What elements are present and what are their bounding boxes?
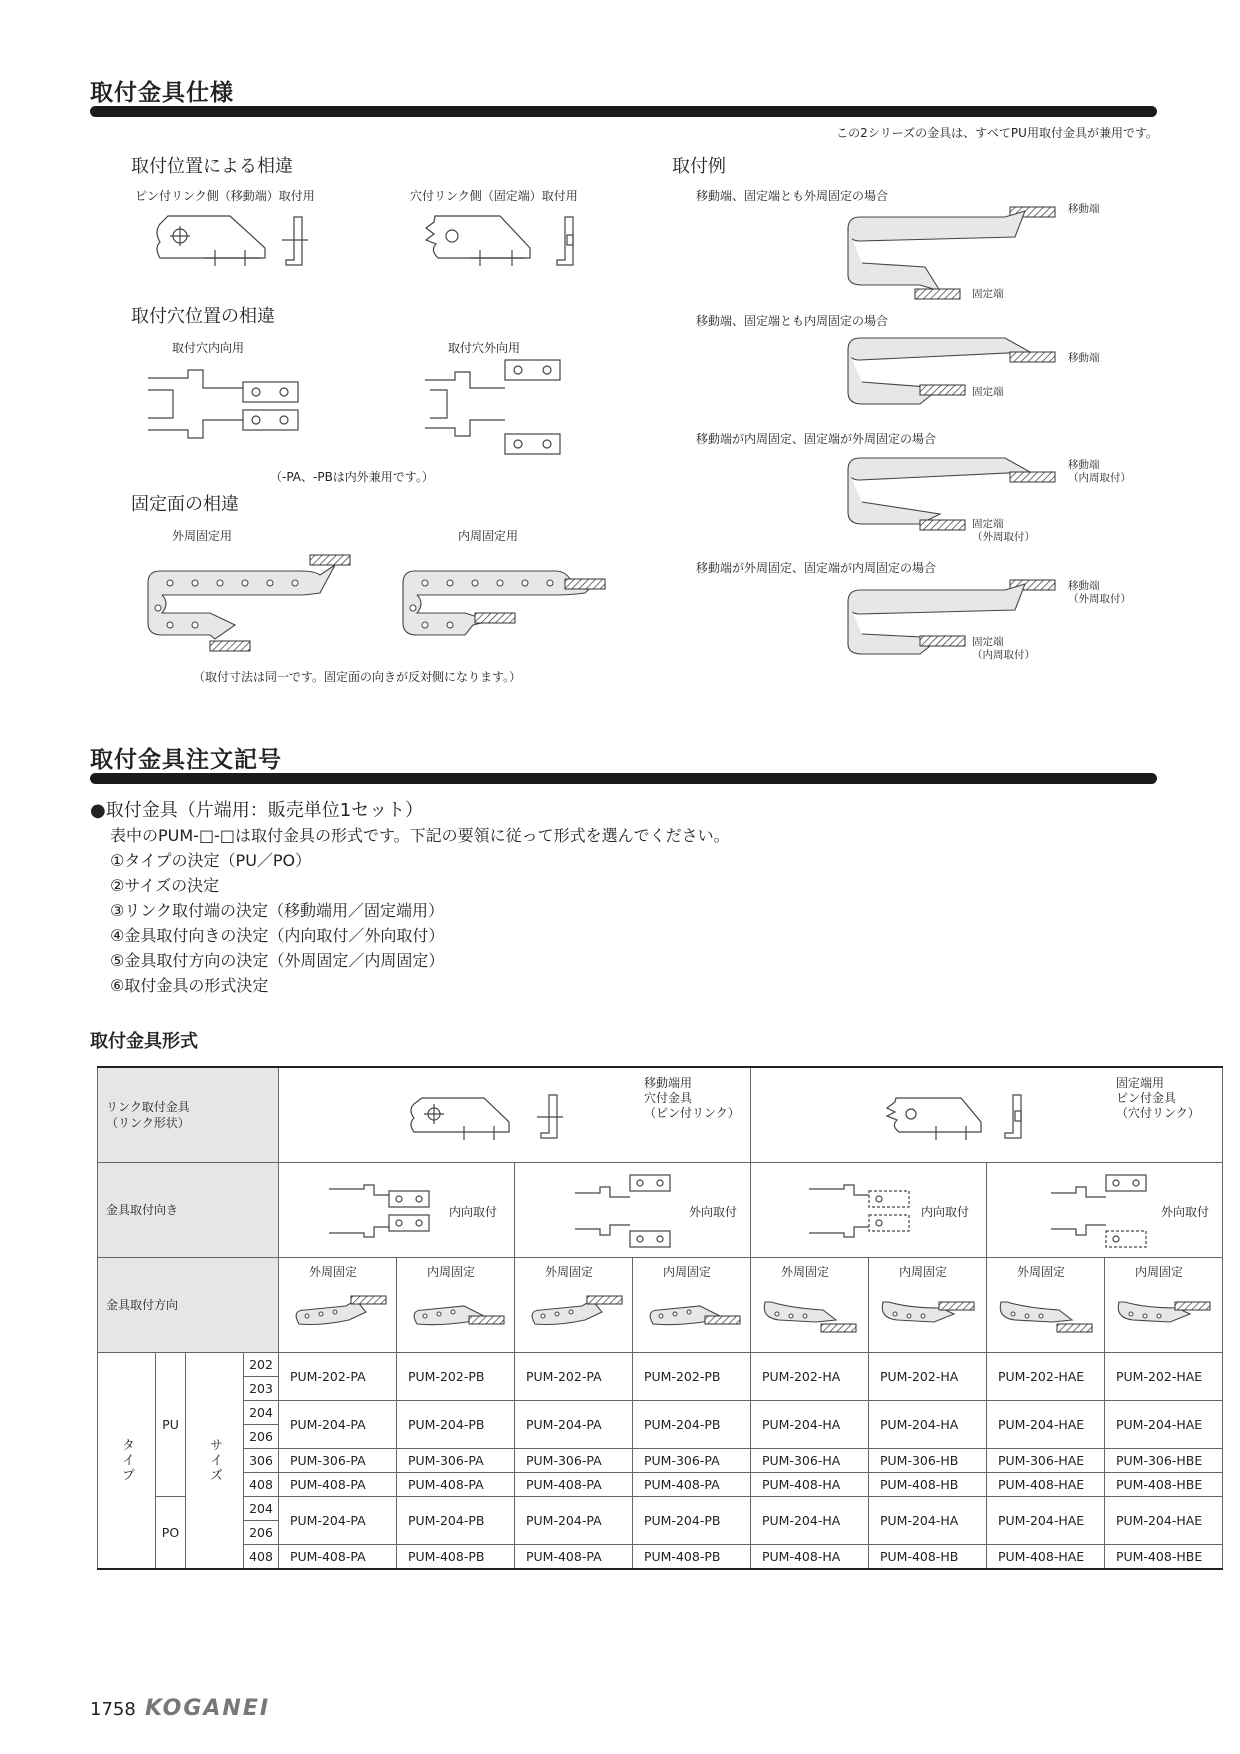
model-cell: PUM-408-HB: [869, 1473, 987, 1497]
label-inward: 内向取付: [921, 1205, 970, 1219]
example-2-moving: 移動端: [1068, 352, 1100, 364]
link-moving-label: 移動端用 穴付金具 （ピン付リンク）: [644, 1076, 740, 1120]
bracket-pin-side-sideview-icon: [537, 1093, 567, 1153]
model-cell: PUM-306-HB: [869, 1449, 987, 1473]
cell-fix-4: [633, 1258, 751, 1353]
chain-icon: [761, 1294, 861, 1338]
outward-figure: [575, 1173, 685, 1249]
cell-fix-2: [397, 1258, 515, 1353]
model-cell: PUM-408-HA: [751, 1473, 869, 1497]
label-outer-fixed: 外周固定: [1017, 1265, 1066, 1279]
model-cell: PUM-204-PB: [633, 1401, 751, 1449]
series-note: この2シリーズの金具は、すべてPU用取付金具が兼用です。: [836, 126, 1158, 140]
model-cell: PUM-408-HB: [869, 1545, 987, 1570]
heading-face-diff: 固定面の相違: [131, 494, 239, 515]
hole-diff-note: （-PA、-PBは内外兼用です。）: [270, 470, 434, 484]
row-label-fixdir: 金具取付方向: [98, 1258, 279, 1353]
model-cell: PUM-408-PB: [397, 1545, 515, 1570]
label-outer-fixed: 外周固定: [309, 1265, 358, 1279]
size-cell: 206: [244, 1425, 279, 1449]
label-inner-fixed: 内周固定: [1135, 1265, 1184, 1279]
inward-figure: [329, 1183, 439, 1239]
chain-icon: [645, 1294, 745, 1334]
model-cell: PUM-204-HAE: [1105, 1401, 1223, 1449]
label-outer-fixed: 外周固定用: [172, 529, 233, 543]
model-cell: PUM-202-HAE: [987, 1353, 1105, 1401]
example-1-moving: 移動端: [1068, 203, 1100, 215]
section-divider: [90, 773, 1157, 784]
model-cell: PUM-202-PA: [515, 1353, 633, 1401]
model-cell: PUM-408-PA: [515, 1545, 633, 1570]
model-cell: PUM-408-HAE: [987, 1473, 1105, 1497]
cell-dir-pin-inward: [279, 1163, 515, 1258]
hole-outer-figure: [425, 358, 565, 458]
cell-dir-hole-outward: [987, 1163, 1223, 1258]
model-cell: PUM-408-HBE: [1105, 1473, 1223, 1497]
section-divider: [90, 106, 1157, 117]
example-4-fixed-sub: （内周取付）: [972, 649, 1035, 661]
type-pu: PU: [156, 1353, 186, 1497]
label-inner-fixed: 内周固定: [899, 1265, 948, 1279]
example-4-moving: 移動端: [1068, 580, 1100, 592]
section-title-specs: 取付金具仕様: [90, 80, 234, 106]
model-cell: PUM-204-PA: [279, 1401, 397, 1449]
example-4-fixed: 固定端: [972, 636, 1004, 648]
type-po: PO: [156, 1497, 186, 1570]
table-title: 取付金具形式: [90, 1031, 198, 1052]
order-step-5: ⑤金具取付方向の決定（外周固定／内周固定）: [110, 951, 445, 970]
model-cell: PUM-204-HA: [751, 1401, 869, 1449]
model-cell: PUM-306-HA: [751, 1449, 869, 1473]
order-step-6: ⑥取付金具の形式決定: [110, 976, 269, 995]
chain-icon: [409, 1294, 509, 1334]
size-cell: 203: [244, 1377, 279, 1401]
label-hole-side: 穴付リンク側（固定端）取付用: [410, 189, 578, 203]
page-number: 1758: [90, 1699, 136, 1720]
example-3-moving: 移動端: [1068, 459, 1100, 471]
heading-position-diff: 取付位置による相違: [131, 156, 293, 177]
chain-icon: [879, 1294, 979, 1338]
cell-fix-8: [1105, 1258, 1223, 1353]
model-cell: PUM-204-HAE: [987, 1401, 1105, 1449]
size-cell: 202: [244, 1353, 279, 1377]
model-cell: PUM-408-PA: [279, 1473, 397, 1497]
model-cell: PUM-204-PA: [515, 1401, 633, 1449]
model-cell: PUM-408-PA: [515, 1473, 633, 1497]
example-3-figure: [840, 450, 1060, 540]
order-step-3: ③リンク取付端の決定（移動端用／固定端用）: [110, 901, 445, 920]
hole-inner-figure: [148, 360, 298, 450]
model-cell: PUM-202-PB: [633, 1353, 751, 1401]
model-cell: PUM-204-HAE: [1105, 1497, 1223, 1545]
brand-logo: KOGANEI: [145, 1696, 271, 1721]
label-outward: 外向取付: [689, 1205, 738, 1219]
model-cell: PUM-204-PA: [515, 1497, 633, 1545]
model-cell: PUM-408-PA: [279, 1545, 397, 1570]
example-1-figure: [840, 205, 1060, 305]
example-2-figure: [840, 330, 1060, 420]
example-3-caption: 移動端が内周固定、固定端が外周固定の場合: [696, 432, 937, 446]
label-hole-outer: 取付穴外向用: [448, 341, 521, 355]
heading-examples: 取付例: [672, 156, 726, 177]
label-inner-fixed: 内周固定: [663, 1265, 712, 1279]
label-pin-side: ピン付リンク側（移動端）取付用: [135, 189, 315, 203]
model-cell: PUM-306-PA: [279, 1449, 397, 1473]
row-label-direction: 金具取付向き: [98, 1163, 279, 1258]
model-cell: PUM-204-PB: [397, 1497, 515, 1545]
size-cell: 408: [244, 1473, 279, 1497]
cell-fix-1: [279, 1258, 397, 1353]
bracket-hole-side-sideview: [553, 215, 583, 275]
example-4-moving-sub: （外周取付）: [1068, 593, 1131, 605]
bracket-hole-side-sideview-icon: [1001, 1093, 1031, 1153]
link-fixed-label: 固定端用 ピン付金具 （穴付リンク）: [1116, 1076, 1200, 1120]
heading-hole-diff: 取付穴位置の相違: [131, 306, 275, 327]
model-cell: PUM-202-PB: [397, 1353, 515, 1401]
model-cell: PUM-306-PA: [633, 1449, 751, 1473]
cell-fix-5: [751, 1258, 869, 1353]
example-3-moving-sub: （内周取付）: [1068, 472, 1131, 484]
model-cell: PUM-204-PB: [397, 1401, 515, 1449]
row-label-link: リンク取付金具 （リンク形状）: [98, 1067, 279, 1163]
size-cell: 306: [244, 1449, 279, 1473]
model-cell: PUM-204-HAE: [987, 1497, 1105, 1545]
label-hole-inner: 取付穴内向用: [172, 341, 245, 355]
model-cell: PUM-408-PA: [397, 1473, 515, 1497]
model-cell: PUM-408-HAE: [987, 1545, 1105, 1570]
model-cell: PUM-306-HBE: [1105, 1449, 1223, 1473]
chain-icon: [997, 1294, 1097, 1338]
outward-figure: [1051, 1173, 1161, 1249]
chain-icon: [1115, 1294, 1215, 1338]
order-line-intro: 表中のPUM-□-□は取付金具の形式です。下記の要領に従って形式を選んでください。: [110, 826, 730, 845]
label-inner-fixed: 内周固定: [427, 1265, 476, 1279]
example-4-caption: 移動端が外周固定、固定端が内周固定の場合: [696, 561, 937, 575]
size-cell: 204: [244, 1497, 279, 1521]
cell-dir-pin-outward: [515, 1163, 751, 1258]
label-outer-fixed: 外周固定: [781, 1265, 830, 1279]
model-cell: PUM-306-HAE: [987, 1449, 1105, 1473]
model-cell: PUM-204-PA: [279, 1497, 397, 1545]
example-1-fixed: 固定端: [972, 288, 1004, 300]
model-cell: PUM-306-PA: [515, 1449, 633, 1473]
section-title-order: 取付金具注文記号: [90, 747, 282, 773]
example-3-fixed-sub: （外周取付）: [972, 531, 1035, 543]
face-diff-note: （取付寸法は同一です。固定面の向きが反対側になります。）: [193, 670, 522, 684]
order-step-2: ②サイズの決定: [110, 876, 220, 895]
chain-icon: [291, 1294, 391, 1334]
size-header: サイズ: [186, 1353, 244, 1570]
model-cell: PUM-202-PA: [279, 1353, 397, 1401]
model-cell: PUM-408-HA: [751, 1545, 869, 1570]
type-header: タイプ: [98, 1353, 156, 1570]
inward-figure: [809, 1183, 919, 1239]
chain-inner-fixed-figure: [395, 553, 615, 653]
cell-link-moving: [279, 1067, 751, 1163]
label-inward: 内向取付: [449, 1205, 498, 1219]
chain-icon: [527, 1294, 627, 1334]
model-cell: PUM-202-HA: [869, 1353, 987, 1401]
cell-fix-7: [987, 1258, 1105, 1353]
model-cell: PUM-408-HBE: [1105, 1545, 1223, 1570]
size-cell: 206: [244, 1521, 279, 1545]
cell-fix-3: [515, 1258, 633, 1353]
model-cell: PUM-408-PB: [633, 1545, 751, 1570]
model-cell: PUM-408-PA: [633, 1473, 751, 1497]
label-inner-fixed: 内周固定用: [458, 529, 519, 543]
chain-outer-fixed-figure: [140, 553, 360, 653]
cell-link-fixed: [751, 1067, 1223, 1163]
model-cell: PUM-204-HA: [869, 1401, 987, 1449]
model-cell: PUM-204-HA: [869, 1497, 987, 1545]
model-cell: PUM-204-HA: [751, 1497, 869, 1545]
model-cell: PUM-202-HA: [751, 1353, 869, 1401]
example-2-caption: 移動端、固定端とも内周固定の場合: [696, 314, 889, 328]
size-cell: 204: [244, 1401, 279, 1425]
bracket-pin-side-sideview: [282, 215, 312, 275]
model-cell: PUM-306-PA: [397, 1449, 515, 1473]
cell-fix-6: [869, 1258, 987, 1353]
cell-dir-hole-inward: [751, 1163, 987, 1258]
model-cell: PUM-202-HAE: [1105, 1353, 1223, 1401]
size-cell: 408: [244, 1545, 279, 1570]
order-lead: ●取付金具（片端用：販売単位1セット）: [90, 800, 424, 821]
bracket-type-table: [97, 1066, 1223, 1570]
label-outer-fixed: 外周固定: [545, 1265, 594, 1279]
model-cell: PUM-204-PB: [633, 1497, 751, 1545]
label-outward: 外向取付: [1161, 1205, 1210, 1219]
order-step-1: ①タイプの決定（PU／PO）: [110, 851, 312, 870]
example-1-caption: 移動端、固定端とも外周固定の場合: [696, 189, 889, 203]
example-2-fixed: 固定端: [972, 386, 1004, 398]
example-3-fixed: 固定端: [972, 518, 1004, 530]
order-step-4: ④金具取付向きの決定（内向取付／外向取付）: [110, 926, 445, 945]
